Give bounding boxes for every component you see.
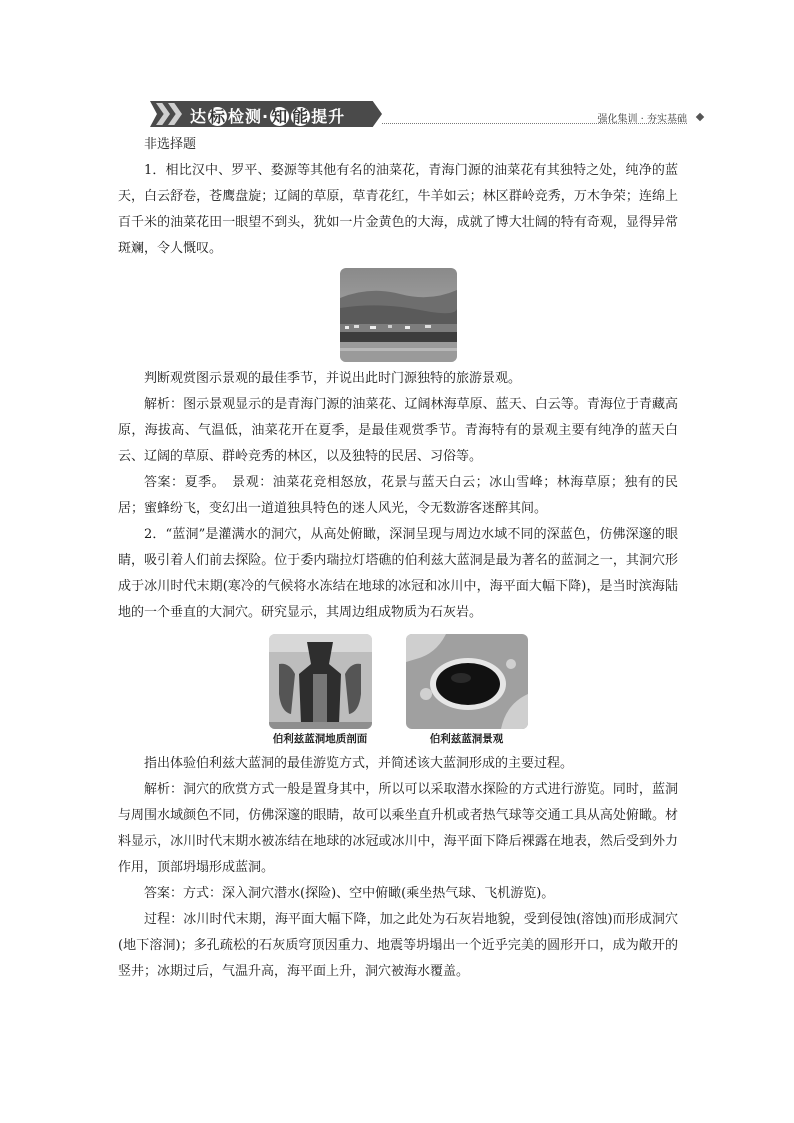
banner-ring-char: 知: [271, 107, 289, 126]
question-2-ask: 指出体验伯利兹大蓝洞的最佳游览方式，并简述该大蓝洞形成的主要过程。: [144, 756, 574, 771]
figure-left: [269, 634, 372, 749]
diamond-icon: [696, 113, 704, 121]
question-1-text: 1．相比汉中、罗平、婺源等其他有名的油菜花，青海门源的油菜花有其独特之处，纯净的蓝天，白云舒卷，苍鹰盘旋；辽阔的草原，草青花红，牛羊如云；林区群岭竞秀，万木争荣；连绵上百千米的油菜花田一眼望不到头，犹如一片金黄色的大海，成就了博大壮阔的特有奇观，显得异常斑斓，令人慨叹。: [118, 163, 678, 256]
question-1-answer: 答案：夏季。 景观：油菜花竞相怒放，花景与蓝天白云；冰山雪峰；林海草原；独有的民居；蜜蜂纷飞，变幻出一道道独具特色的迷人风光，令无数游客迷醉其间。: [118, 475, 678, 516]
figure-left-caption: 伯利兹蓝洞地质剖面: [272, 733, 368, 745]
banner-ring-char: 标: [209, 107, 227, 126]
figure-right-caption: 伯利兹蓝洞景观: [429, 733, 504, 745]
figure-right: [406, 634, 528, 749]
banner-title: [190, 104, 345, 127]
banner-text: 检测: [228, 107, 263, 126]
main-content: [118, 132, 678, 985]
banner-subtitle: 强化集训 · 夯实基础: [597, 114, 687, 125]
banner-ring-char: 能: [292, 107, 310, 126]
question-2-answer-method: 答案：方式：深入洞穴潜水(探险)、空中俯瞰(乘坐热气球、飞机游览)。: [144, 886, 555, 901]
question-1-analysis: 解析：图示景观显示的是青海门源的油菜花、辽阔林海草原、蓝天、白云等。青海位于青藏高原，海拔高、气温低，油菜花开在夏季，是最佳观赏季节。青海特有的景观主要有纯净的蓝天白云、辽阔的草原、群岭竞秀的林区，以及独特的民居、习俗等。: [118, 397, 678, 464]
question-2-analysis: 解析：洞穴的欣赏方式一般是置身其中，所以可以采取潜水探险的方式进行游览。同时，蓝洞与周围水域颜色不同，仿佛深邃的眼睛，故可以乘坐直升机或者热气球等交通工具从高处俯瞰。材料显示，冰川时代末期水被冻结在地球的冰冠或冰川中，海平面下降后裸露在地表，然后受到外力作用，顶部坍塌形成蓝洞。: [118, 782, 678, 875]
banner-text: 提升: [311, 107, 346, 126]
blue-hole-aerial-image: [406, 634, 528, 729]
question-2-answer-process: 过程：冰川时代末期，海平面大幅下降，加之此处为石灰岩地貌，受到侵蚀(溶蚀)而形成洞穴(地下溶洞)；多孔疏松的石灰质穹顶因重力、地震等坍塌出一个近乎完美的圆形开口，成为敞开的竖井；冰期过后，气温升高，海平面上升，洞穴被海水覆盖。: [118, 912, 678, 979]
section-banner: [150, 101, 705, 129]
question-1-ask: 判断观赏图示景观的最佳季节，并说出此时门源独特的旅游景观。: [144, 371, 522, 386]
banner-dot: ·: [262, 107, 270, 126]
question-2-text: 2．“蓝洞”是灌满水的洞穴，从高处俯瞰，深洞呈现与周边水域不同的深蓝色，仿佛深邃的眼睛，吸引着人们前去探险。位于委内瑞拉灯塔礁的伯利兹大蓝洞是最为著名的蓝洞之一，其洞穴形成于冰川时代末期(寒冷的气候将水冻结在地球的冰冠和冰川中，海平面大幅下降)，是当时滨海陆地的一个垂直的大洞穴。研究显示，其周边组成物质为石灰岩。: [118, 527, 678, 620]
blue-hole-cross-section-image: [269, 634, 372, 729]
section-title: 非选择题: [144, 137, 197, 152]
rapeseed-field-photo: [340, 268, 457, 362]
figure-row: [118, 634, 678, 749]
banner-char: 达: [190, 107, 208, 126]
